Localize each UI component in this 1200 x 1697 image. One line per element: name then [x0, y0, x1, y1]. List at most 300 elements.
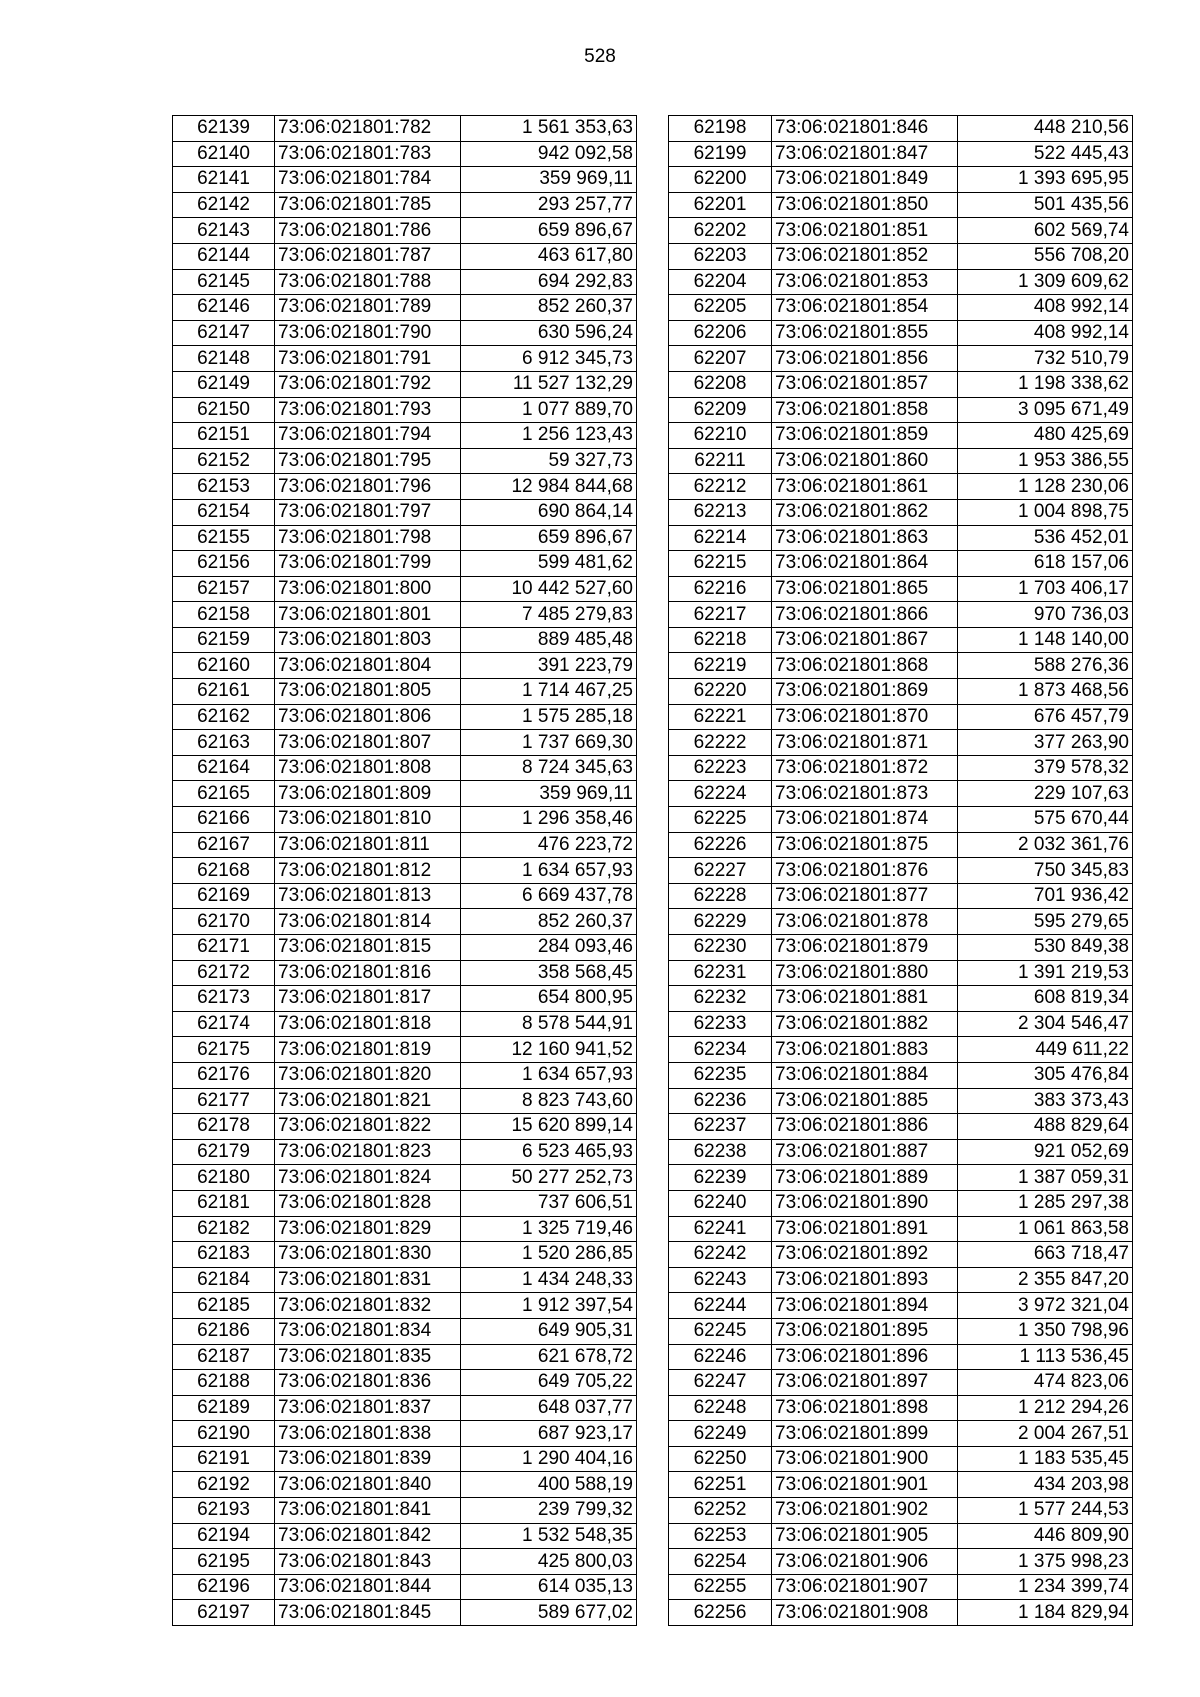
row-number-cell: 62140 [173, 141, 275, 167]
cadastral-value-cell: 663 718,47 [958, 1242, 1133, 1268]
cadastral-value-cell: 408 992,14 [958, 295, 1133, 321]
cadastral-value-cell: 1 912 397,54 [461, 1293, 637, 1319]
row-number-cell: 62162 [173, 704, 275, 730]
table-row [173, 551, 637, 577]
row-number-cell: 62236 [669, 1088, 772, 1114]
cadastral-number-cell: 73:06:021801:874 [772, 807, 958, 833]
table-row [173, 679, 637, 705]
cadastral-number-cell: 73:06:021801:886 [772, 1114, 958, 1140]
cadastral-value-cell: 358 568,45 [461, 960, 637, 986]
cadastral-value-cell: 425 800,03 [461, 1549, 637, 1575]
table-row [173, 1037, 637, 1063]
cadastral-number-cell: 73:06:021801:862 [772, 499, 958, 525]
table-row [173, 960, 637, 986]
cadastral-number-cell: 73:06:021801:842 [275, 1523, 461, 1549]
cadastral-value-cell: 474 823,06 [958, 1370, 1133, 1396]
cadastral-number-cell: 73:06:021801:871 [772, 730, 958, 756]
cadastral-number-cell: 73:06:021801:806 [275, 704, 461, 730]
cadastral-value-cell: 229 107,63 [958, 781, 1133, 807]
table-row [669, 218, 1133, 244]
cadastral-value-cell: 12 984 844,68 [461, 474, 637, 500]
row-number-cell: 62197 [173, 1600, 275, 1626]
cadastral-value-cell: 588 276,36 [958, 653, 1133, 679]
table-row [669, 448, 1133, 474]
cadastral-number-cell: 73:06:021801:834 [275, 1318, 461, 1344]
cadastral-number-cell: 73:06:021801:836 [275, 1370, 461, 1396]
cadastral-number-cell: 73:06:021801:880 [772, 960, 958, 986]
cadastral-value-cell: 6 912 345,73 [461, 346, 637, 372]
cadastral-number-cell: 73:06:021801:905 [772, 1523, 958, 1549]
cadastral-number-cell: 73:06:021801:804 [275, 653, 461, 679]
cadastral-number-cell: 73:06:021801:830 [275, 1242, 461, 1268]
row-number-cell: 62189 [173, 1395, 275, 1421]
cadastral-number-cell: 73:06:021801:881 [772, 986, 958, 1012]
table-row [173, 627, 637, 653]
table-row [173, 423, 637, 449]
cadastral-number-cell: 73:06:021801:798 [275, 525, 461, 551]
cadastral-number-cell: 73:06:021801:894 [772, 1293, 958, 1319]
cadastral-value-cell: 1 387 059,31 [958, 1165, 1133, 1191]
table-row [669, 576, 1133, 602]
row-number-cell: 62152 [173, 448, 275, 474]
row-number-cell: 62229 [669, 909, 772, 935]
cadastral-number-cell: 73:06:021801:815 [275, 935, 461, 961]
row-number-cell: 62168 [173, 858, 275, 884]
row-number-cell: 62169 [173, 883, 275, 909]
cadastral-value-cell: 1 577 244,53 [958, 1498, 1133, 1524]
row-number-cell: 62246 [669, 1344, 772, 1370]
cadastral-value-cell: 1 575 285,18 [461, 704, 637, 730]
table-row [173, 807, 637, 833]
table-row [669, 1395, 1133, 1421]
table-row [173, 1011, 637, 1037]
table-row [669, 499, 1133, 525]
row-number-cell: 62191 [173, 1446, 275, 1472]
row-number-cell: 62247 [669, 1370, 772, 1396]
table-row [173, 1318, 637, 1344]
cadastral-number-cell: 73:06:021801:867 [772, 627, 958, 653]
cadastral-value-cell: 595 279,65 [958, 909, 1133, 935]
cadastral-value-cell: 377 263,90 [958, 730, 1133, 756]
cadastral-value-cell: 630 596,24 [461, 320, 637, 346]
cadastral-value-cell: 383 373,43 [958, 1088, 1133, 1114]
row-number-cell: 62255 [669, 1574, 772, 1600]
table-row [173, 243, 637, 269]
cadastral-value-cell: 1 434 248,33 [461, 1267, 637, 1293]
table-row [173, 499, 637, 525]
cadastral-value-cell: 599 481,62 [461, 551, 637, 577]
cadastral-value-cell: 1 393 695,95 [958, 167, 1133, 193]
table-row [173, 1421, 637, 1447]
cadastral-number-cell: 73:06:021801:787 [275, 243, 461, 269]
cadastral-number-cell: 73:06:021801:835 [275, 1344, 461, 1370]
cadastral-value-cell: 621 678,72 [461, 1344, 637, 1370]
cadastral-value-cell: 400 588,19 [461, 1472, 637, 1498]
cadastral-value-cell: 501 435,56 [958, 192, 1133, 218]
cadastral-value-cell: 379 578,32 [958, 755, 1133, 781]
table-row [173, 269, 637, 295]
table-row [173, 883, 637, 909]
table-row [173, 986, 637, 1012]
cadastral-value-cell: 448 210,56 [958, 116, 1133, 142]
table-row [173, 1216, 637, 1242]
table-row [173, 935, 637, 961]
cadastral-number-cell: 73:06:021801:850 [772, 192, 958, 218]
cadastral-number-cell: 73:06:021801:800 [275, 576, 461, 602]
cadastral-value-cell: 608 819,34 [958, 986, 1133, 1012]
cadastral-number-cell: 73:06:021801:876 [772, 858, 958, 884]
table-row [173, 1190, 637, 1216]
cadastral-value-cell: 1 113 536,45 [958, 1344, 1133, 1370]
table-row [669, 1344, 1133, 1370]
table-row [669, 627, 1133, 653]
cadastral-number-cell: 73:06:021801:857 [772, 371, 958, 397]
table-body [669, 116, 1133, 1626]
row-number-cell: 62183 [173, 1242, 275, 1268]
cadastral-number-cell: 73:06:021801:872 [772, 755, 958, 781]
cadastral-number-cell: 73:06:021801:898 [772, 1395, 958, 1421]
table-row [669, 371, 1133, 397]
cadastral-number-cell: 73:06:021801:882 [772, 1011, 958, 1037]
row-number-cell: 62241 [669, 1216, 772, 1242]
cadastral-value-cell: 1 703 406,17 [958, 576, 1133, 602]
row-number-cell: 62240 [669, 1190, 772, 1216]
table-row [669, 960, 1133, 986]
cadastral-value-cell: 59 327,73 [461, 448, 637, 474]
cadastral-number-cell: 73:06:021801:844 [275, 1574, 461, 1600]
row-number-cell: 62256 [669, 1600, 772, 1626]
cadastral-number-cell: 73:06:021801:790 [275, 320, 461, 346]
table-row [669, 1600, 1133, 1626]
row-number-cell: 62192 [173, 1472, 275, 1498]
row-number-cell: 62231 [669, 960, 772, 986]
cadastral-value-cell: 293 257,77 [461, 192, 637, 218]
cadastral-number-cell: 73:06:021801:902 [772, 1498, 958, 1524]
cadastral-number-cell: 73:06:021801:901 [772, 1472, 958, 1498]
row-number-cell: 62215 [669, 551, 772, 577]
row-number-cell: 62239 [669, 1165, 772, 1191]
cadastral-number-cell: 73:06:021801:832 [275, 1293, 461, 1319]
cadastral-value-cell: 970 736,03 [958, 602, 1133, 628]
table-row [173, 858, 637, 884]
cadastral-number-cell: 73:06:021801:860 [772, 448, 958, 474]
cadastral-number-cell: 73:06:021801:852 [772, 243, 958, 269]
row-number-cell: 62235 [669, 1062, 772, 1088]
cadastral-value-cell: 737 606,51 [461, 1190, 637, 1216]
row-number-cell: 62150 [173, 397, 275, 423]
row-number-cell: 62251 [669, 1472, 772, 1498]
cadastral-value-cell: 659 896,67 [461, 525, 637, 551]
table-row [173, 141, 637, 167]
cadastral-number-cell: 73:06:021801:794 [275, 423, 461, 449]
cadastral-value-cell: 1 309 609,62 [958, 269, 1133, 295]
table-row [173, 909, 637, 935]
cadastral-number-cell: 73:06:021801:861 [772, 474, 958, 500]
cadastral-table-right [668, 115, 1133, 1626]
cadastral-number-cell: 73:06:021801:875 [772, 832, 958, 858]
cadastral-value-cell: 1 873 468,56 [958, 679, 1133, 705]
cadastral-number-cell: 73:06:021801:884 [772, 1062, 958, 1088]
table-row [669, 1114, 1133, 1140]
row-number-cell: 62211 [669, 448, 772, 474]
row-number-cell: 62204 [669, 269, 772, 295]
cadastral-number-cell: 73:06:021801:792 [275, 371, 461, 397]
table-row [669, 1318, 1133, 1344]
cadastral-value-cell: 618 157,06 [958, 551, 1133, 577]
table-row [173, 346, 637, 372]
table-row [669, 1088, 1133, 1114]
table-row [173, 576, 637, 602]
cadastral-number-cell: 73:06:021801:823 [275, 1139, 461, 1165]
table-row [669, 1498, 1133, 1524]
cadastral-value-cell: 50 277 252,73 [461, 1165, 637, 1191]
row-number-cell: 62187 [173, 1344, 275, 1370]
table-row [173, 1293, 637, 1319]
table-row [669, 602, 1133, 628]
cadastral-value-cell: 1 198 338,62 [958, 371, 1133, 397]
table-row [173, 1114, 637, 1140]
row-number-cell: 62223 [669, 755, 772, 781]
table-row [173, 730, 637, 756]
row-number-cell: 62161 [173, 679, 275, 705]
table-row [669, 295, 1133, 321]
table-row [173, 1267, 637, 1293]
cadastral-number-cell: 73:06:021801:783 [275, 141, 461, 167]
row-number-cell: 62188 [173, 1370, 275, 1396]
table-row [669, 192, 1133, 218]
row-number-cell: 62143 [173, 218, 275, 244]
table-row [669, 243, 1133, 269]
cadastral-value-cell: 921 052,69 [958, 1139, 1133, 1165]
cadastral-value-cell: 1 296 358,46 [461, 807, 637, 833]
table-row [173, 1370, 637, 1396]
cadastral-value-cell: 1 520 286,85 [461, 1242, 637, 1268]
row-number-cell: 62205 [669, 295, 772, 321]
cadastral-value-cell: 391 223,79 [461, 653, 637, 679]
table-row [669, 755, 1133, 781]
cadastral-number-cell: 73:06:021801:813 [275, 883, 461, 909]
row-number-cell: 62193 [173, 1498, 275, 1524]
cadastral-number-cell: 73:06:021801:812 [275, 858, 461, 884]
table-row [669, 1549, 1133, 1575]
cadastral-number-cell: 73:06:021801:899 [772, 1421, 958, 1447]
row-number-cell: 62245 [669, 1318, 772, 1344]
table-row [173, 781, 637, 807]
row-number-cell: 62177 [173, 1088, 275, 1114]
row-number-cell: 62176 [173, 1062, 275, 1088]
cadastral-value-cell: 1 375 998,23 [958, 1549, 1133, 1575]
row-number-cell: 62217 [669, 602, 772, 628]
cadastral-value-cell: 1 184 829,94 [958, 1600, 1133, 1626]
cadastral-number-cell: 73:06:021801:799 [275, 551, 461, 577]
row-number-cell: 62172 [173, 960, 275, 986]
cadastral-number-cell: 73:06:021801:868 [772, 653, 958, 679]
cadastral-value-cell: 1 561 353,63 [461, 116, 637, 142]
table-row [669, 1011, 1133, 1037]
table-row [669, 935, 1133, 961]
cadastral-number-cell: 73:06:021801:828 [275, 1190, 461, 1216]
cadastral-value-cell: 2 355 847,20 [958, 1267, 1133, 1293]
cadastral-number-cell: 73:06:021801:824 [275, 1165, 461, 1191]
cadastral-value-cell: 1 004 898,75 [958, 499, 1133, 525]
row-number-cell: 62225 [669, 807, 772, 833]
cadastral-value-cell: 648 037,77 [461, 1395, 637, 1421]
cadastral-number-cell: 73:06:021801:818 [275, 1011, 461, 1037]
table-row [669, 653, 1133, 679]
cadastral-value-cell: 1 234 399,74 [958, 1574, 1133, 1600]
cadastral-value-cell: 305 476,84 [958, 1062, 1133, 1088]
row-number-cell: 62248 [669, 1395, 772, 1421]
cadastral-number-cell: 73:06:021801:907 [772, 1574, 958, 1600]
cadastral-number-cell: 73:06:021801:829 [275, 1216, 461, 1242]
cadastral-number-cell: 73:06:021801:782 [275, 116, 461, 142]
table-row [669, 525, 1133, 551]
row-number-cell: 62164 [173, 755, 275, 781]
row-number-cell: 62146 [173, 295, 275, 321]
row-number-cell: 62213 [669, 499, 772, 525]
row-number-cell: 62242 [669, 1242, 772, 1268]
table-row [173, 1549, 637, 1575]
cadastral-value-cell: 8 724 345,63 [461, 755, 637, 781]
cadastral-value-cell: 6 669 437,78 [461, 883, 637, 909]
table-row [173, 1574, 637, 1600]
row-number-cell: 62184 [173, 1267, 275, 1293]
row-number-cell: 62145 [173, 269, 275, 295]
cadastral-number-cell: 73:06:021801:877 [772, 883, 958, 909]
table-row [173, 525, 637, 551]
table-body [173, 116, 637, 1626]
cadastral-value-cell: 1 634 657,93 [461, 1062, 637, 1088]
table-row [669, 167, 1133, 193]
cadastral-number-cell: 73:06:021801:856 [772, 346, 958, 372]
row-number-cell: 62180 [173, 1165, 275, 1191]
cadastral-number-cell: 73:06:021801:870 [772, 704, 958, 730]
row-number-cell: 62147 [173, 320, 275, 346]
table-row [173, 704, 637, 730]
row-number-cell: 62221 [669, 704, 772, 730]
table-row [173, 832, 637, 858]
cadastral-number-cell: 73:06:021801:819 [275, 1037, 461, 1063]
cadastral-value-cell: 1 077 889,70 [461, 397, 637, 423]
row-number-cell: 62252 [669, 1498, 772, 1524]
cadastral-value-cell: 649 905,31 [461, 1318, 637, 1344]
table-row [173, 192, 637, 218]
cadastral-value-cell: 480 425,69 [958, 423, 1133, 449]
cadastral-number-cell: 73:06:021801:817 [275, 986, 461, 1012]
cadastral-number-cell: 73:06:021801:845 [275, 1600, 461, 1626]
row-number-cell: 62182 [173, 1216, 275, 1242]
row-number-cell: 62155 [173, 525, 275, 551]
cadastral-number-cell: 73:06:021801:897 [772, 1370, 958, 1396]
table-row [173, 1242, 637, 1268]
row-number-cell: 62208 [669, 371, 772, 397]
cadastral-number-cell: 73:06:021801:849 [772, 167, 958, 193]
row-number-cell: 62194 [173, 1523, 275, 1549]
cadastral-number-cell: 73:06:021801:791 [275, 346, 461, 372]
row-number-cell: 62163 [173, 730, 275, 756]
cadastral-number-cell: 73:06:021801:820 [275, 1062, 461, 1088]
row-number-cell: 62250 [669, 1446, 772, 1472]
row-number-cell: 62253 [669, 1523, 772, 1549]
cadastral-number-cell: 73:06:021801:816 [275, 960, 461, 986]
row-number-cell: 62243 [669, 1267, 772, 1293]
row-number-cell: 62173 [173, 986, 275, 1012]
cadastral-value-cell: 1 634 657,93 [461, 858, 637, 884]
table-row [669, 1242, 1133, 1268]
cadastral-value-cell: 889 485,48 [461, 627, 637, 653]
cadastral-number-cell: 73:06:021801:807 [275, 730, 461, 756]
cadastral-number-cell: 73:06:021801:841 [275, 1498, 461, 1524]
row-number-cell: 62209 [669, 397, 772, 423]
table-row [173, 755, 637, 781]
cadastral-value-cell: 852 260,37 [461, 295, 637, 321]
cadastral-number-cell: 73:06:021801:809 [275, 781, 461, 807]
cadastral-number-cell: 73:06:021801:803 [275, 627, 461, 653]
cadastral-value-cell: 602 569,74 [958, 218, 1133, 244]
cadastral-number-cell: 73:06:021801:822 [275, 1114, 461, 1140]
cadastral-value-cell: 3 972 321,04 [958, 1293, 1133, 1319]
row-number-cell: 62190 [173, 1421, 275, 1447]
cadastral-value-cell: 408 992,14 [958, 320, 1133, 346]
cadastral-value-cell: 15 620 899,14 [461, 1114, 637, 1140]
table-row [669, 1446, 1133, 1472]
cadastral-number-cell: 73:06:021801:795 [275, 448, 461, 474]
row-number-cell: 62149 [173, 371, 275, 397]
row-number-cell: 62224 [669, 781, 772, 807]
cadastral-value-cell: 589 677,02 [461, 1600, 637, 1626]
row-number-cell: 62200 [669, 167, 772, 193]
table-row [669, 909, 1133, 935]
cadastral-value-cell: 12 160 941,52 [461, 1037, 637, 1063]
row-number-cell: 62234 [669, 1037, 772, 1063]
cadastral-number-cell: 73:06:021801:851 [772, 218, 958, 244]
cadastral-number-cell: 73:06:021801:786 [275, 218, 461, 244]
cadastral-value-cell: 1 061 863,58 [958, 1216, 1133, 1242]
cadastral-number-cell: 73:06:021801:796 [275, 474, 461, 500]
cadastral-number-cell: 73:06:021801:821 [275, 1088, 461, 1114]
row-number-cell: 62222 [669, 730, 772, 756]
cadastral-value-cell: 522 445,43 [958, 141, 1133, 167]
table-row [173, 602, 637, 628]
cadastral-value-cell: 1 290 404,16 [461, 1446, 637, 1472]
cadastral-number-cell: 73:06:021801:908 [772, 1600, 958, 1626]
cadastral-value-cell: 1 532 548,35 [461, 1523, 637, 1549]
row-number-cell: 62144 [173, 243, 275, 269]
row-number-cell: 62157 [173, 576, 275, 602]
table-row [669, 1421, 1133, 1447]
table-row [173, 1472, 637, 1498]
row-number-cell: 62254 [669, 1549, 772, 1575]
cadastral-number-cell: 73:06:021801:846 [772, 116, 958, 142]
table-row [669, 397, 1133, 423]
cadastral-value-cell: 732 510,79 [958, 346, 1133, 372]
table-row [669, 883, 1133, 909]
cadastral-value-cell: 852 260,37 [461, 909, 637, 935]
cadastral-number-cell: 73:06:021801:896 [772, 1344, 958, 1370]
cadastral-value-cell: 1 212 294,26 [958, 1395, 1133, 1421]
row-number-cell: 62203 [669, 243, 772, 269]
cadastral-value-cell: 750 345,83 [958, 858, 1133, 884]
cadastral-value-cell: 659 896,67 [461, 218, 637, 244]
table-row [669, 781, 1133, 807]
cadastral-number-cell: 73:06:021801:840 [275, 1472, 461, 1498]
cadastral-value-cell: 1 737 669,30 [461, 730, 637, 756]
table-row [669, 1370, 1133, 1396]
table-row [173, 1165, 637, 1191]
row-number-cell: 62212 [669, 474, 772, 500]
cadastral-value-cell: 3 095 671,49 [958, 397, 1133, 423]
cadastral-value-cell: 536 452,01 [958, 525, 1133, 551]
